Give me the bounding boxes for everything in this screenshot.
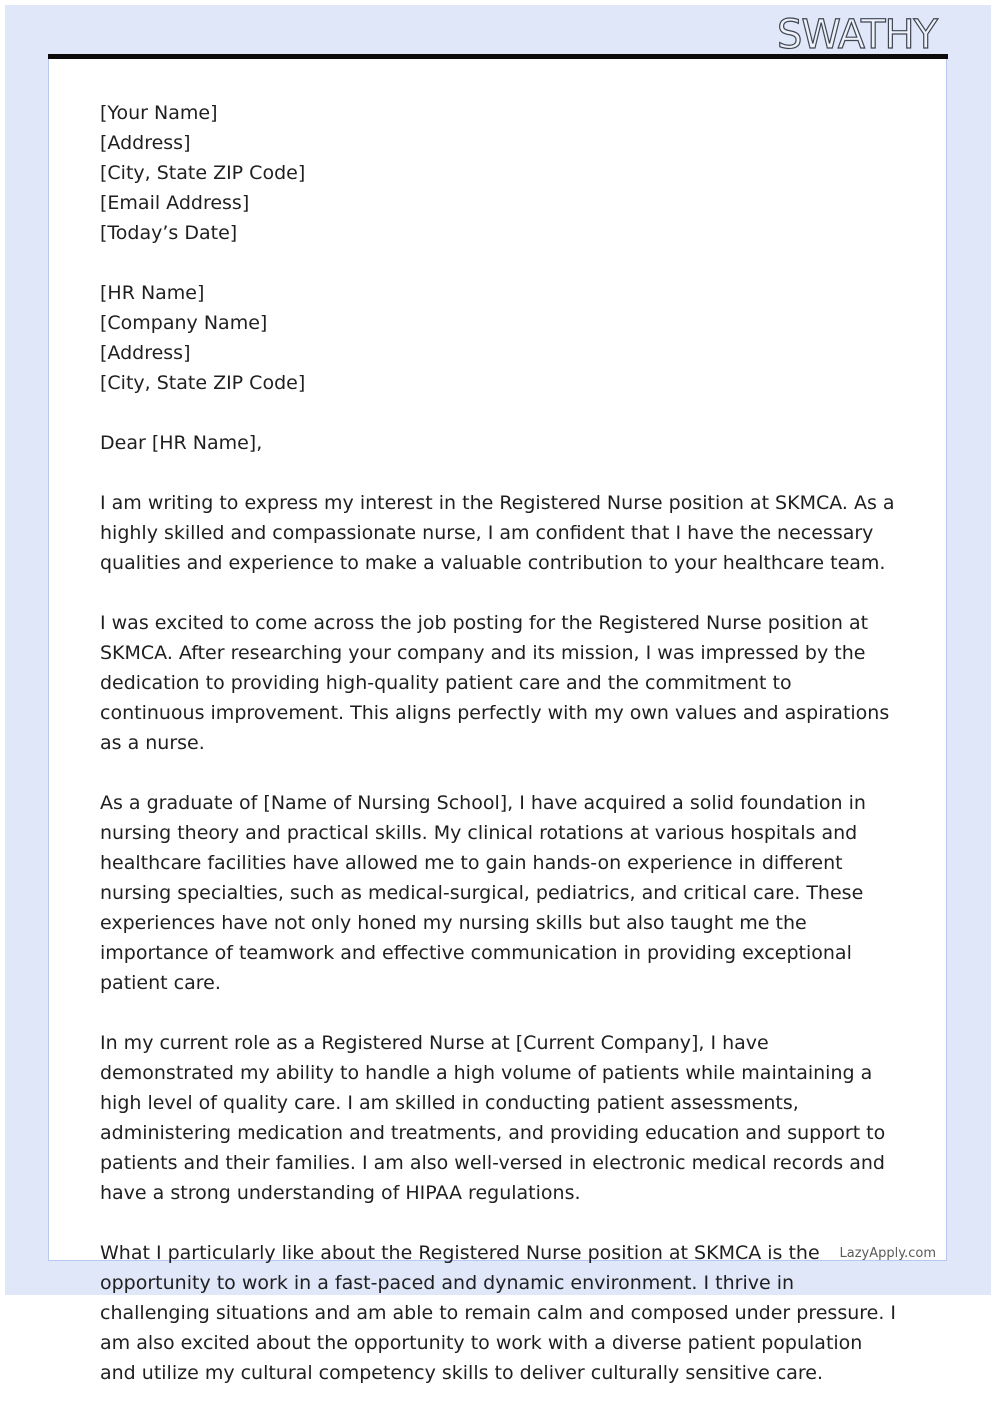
sender-city-state-zip: [City, State ZIP Code] [100,162,306,184]
body-paragraph-1: I am writing to express my interest in the Registered Nurse position at SKMCA. As a highly skilled and compassionate nurse, I am confident that I have the necessary qualities and experience to make a valuable contribution to your healthcare team. [100,492,895,574]
spacer [100,248,900,278]
cover-letter [100,98,900,1418]
salutation: Dear [HR Name], [100,432,263,454]
sender-address: [Address] [100,132,191,154]
sender-name: [Your Name] [100,102,218,124]
spacer [100,398,900,428]
sender-email: [Email Address] [100,192,250,214]
recipient-block [100,278,900,398]
sender-block [100,98,900,248]
watermark-text: LazyApply.com [839,1246,936,1261]
recipient-address: [Address] [100,342,191,364]
recipient-name: [HR Name] [100,282,205,304]
recipient-company: [Company Name] [100,312,268,334]
body-paragraph-4: In my current role as a Registered Nurse at [Current Company], I have demonstrated my ability to handle a high volume of patients while maintaining a high level of quality care. I am skilled in conducting patient assessments, administering medication and treatments, and providing education and support to patients and their families. I am also well-versed in electronic medical records and have a strong understanding of HIPAA regulations. [100,1032,886,1204]
body-paragraph-3: As a graduate of [Name of Nursing School], I have acquired a solid foundation in nursing theory and practical skills. My clinical rotations at various hospitals and healthcare facilities have allowed me to gain hands-on experience in different nursing specialties, such as medical-surgical, pediatrics, and critical care. These experiences have not only honed my nursing skills but also taught me the importance of teamwork and effective communication in providing exceptional patient care. [100,792,866,994]
letter-date: [Today’s Date] [100,222,238,244]
recipient-city-state-zip: [City, State ZIP Code] [100,372,306,394]
body-paragraph-2: I was excited to come across the job posting for the Registered Nurse position at SKMCA. After researching your company and its mission, I was impressed by the dedication to providing high-quality patient care and the commitment to continuous improvement. This aligns perfectly with my own values and aspirations as a nurse. [100,612,890,754]
body-paragraph-5: What I particularly like about the Registered Nurse position at SKMCA is the opportunity to work in a fast-paced and dynamic environment. I thrive in challenging situations and am able to remain calm and composed under pressure. I am also excited about the opportunity to work with a diverse patient population and utilize my cultural competency skills to deliver culturally sensitive care. [100,1242,897,1384]
brand-logo: SWATHY [777,12,937,58]
